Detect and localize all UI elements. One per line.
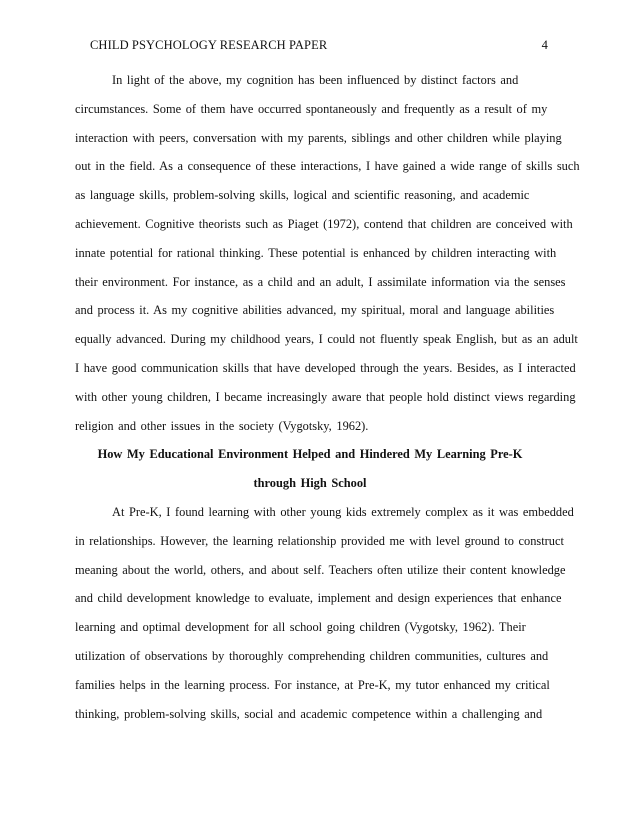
paragraph-line: utilization of observations by thoroughly comprehending children communities, cultures and (75, 648, 549, 663)
paragraph-line: At Pre-K, I found learning with other young kids extremely complex as it was embedded (112, 504, 574, 519)
body-text (75, 72, 580, 734)
paragraph-line: interaction with peers, conversation with my parents, siblings and other children while playing (75, 130, 562, 145)
paragraph-line: meaning about the world, others, and about self. Teachers often utilize their content knowledge (75, 562, 566, 577)
paragraph-line: with other young children, I became increasingly aware that people hold distinct views regarding (75, 389, 576, 404)
paragraph-line: out in the field. As a consequence of these interactions, I have gained a wide range of skills such (75, 159, 580, 174)
paragraph-line: and child development knowledge to evaluate, implement and design experiences that enhance (75, 591, 562, 606)
section-heading-line: How My Educational Environment Helped and Hindered My Learning Pre-K (97, 447, 523, 462)
paragraph-line: I have good communication skills that have developed through the years. Besides, as I interacted (75, 360, 576, 375)
paragraph-line: equally advanced. During my childhood years, I could not fluently speak English, but as an adult (75, 332, 578, 347)
paragraph-line: learning and optimal development for all school going children (Vygotsky, 1962). Their (75, 620, 526, 635)
paragraph-line: religion and other issues in the society (Vygotsky, 1962). (75, 418, 369, 433)
page-number: 4 (541, 38, 548, 52)
paragraph-pre-k (75, 504, 574, 734)
paragraph-line: achievement. Cognitive theorists such as Piaget (1972), contend that children are conceived with (75, 216, 573, 231)
paragraph-line: families helps in the learning process. For instance, at Pre-K, my tutor enhanced my critical (75, 677, 550, 692)
paragraph-line: circumstances. Some of them have occurred spontaneously and frequently as a result of my (75, 101, 548, 116)
paragraph-line: innate potential for rational thinking. These potential is enhanced by children interacting with (75, 245, 557, 260)
page-header (90, 38, 548, 54)
paragraph-line: in relationships. However, the learning relationship provided me with level ground to construct (75, 533, 564, 548)
section-heading (75, 446, 545, 504)
paragraph-cognition (75, 72, 580, 446)
paragraph-line: their environment. For instance, as a child and an adult, I assimilate information via the senses (75, 274, 566, 289)
section-heading-line: through High School (253, 476, 367, 491)
running-head: CHILD PSYCHOLOGY RESEARCH PAPER (90, 38, 328, 52)
paragraph-line: In light of the above, my cognition has been influenced by distinct factors and (112, 73, 519, 87)
paragraph-line: and process it. As my cognitive abilities advanced, my spiritual, moral and language abilities (75, 303, 555, 318)
paragraph-line: thinking, problem-solving skills, social and academic competence within a challenging and (75, 706, 543, 721)
paragraph-line: as language skills, problem-solving skills, logical and scientific reasoning, and academic (75, 188, 530, 203)
